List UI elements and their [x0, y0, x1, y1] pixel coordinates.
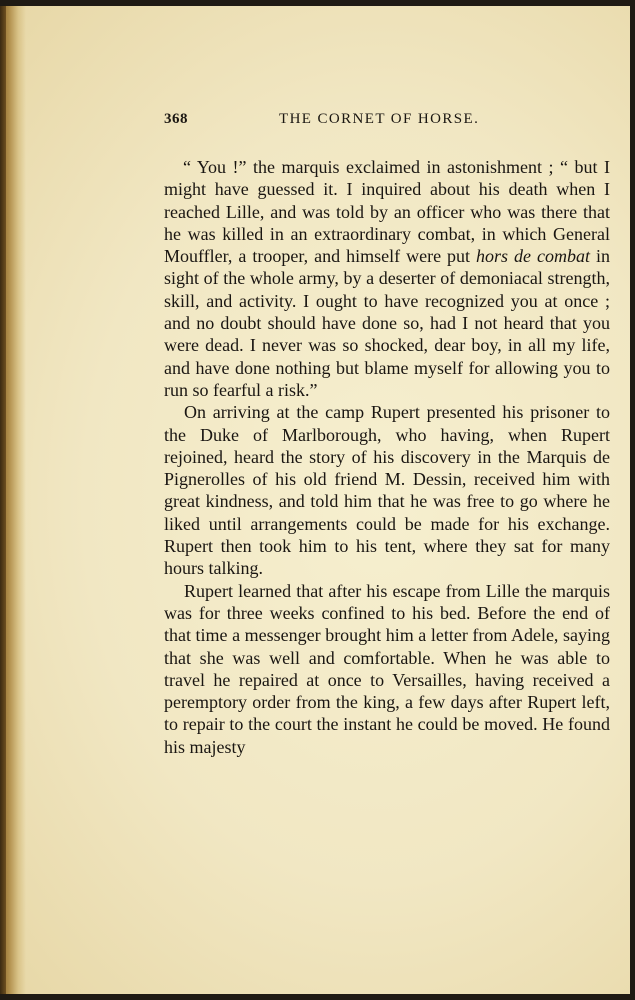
paragraph-1-part-3: in sight of the whole army, by a deserter of demoniacal strength, skill, and activity. I ought to have recognized you at once ; and no doubt should have done so, had I not heard that you were dead. I never was so shocked, dear boy, in all my life, and have done nothing but blame myself for allowing you to run so fearful a risk.” [164, 246, 610, 400]
paragraph-3-text: Rupert learned that after his escape from Lille the marquis was for three weeks confined to his bed. Before the end of that time a messenger brought him a letter from Adele, saying that she was well and comfortable. When he was able to travel he repaired at once to Versailles, having received a peremptory order from the king, a few days after Rupert left, to repair to the court the instant he could be moved. He found his majesty [164, 580, 610, 757]
italic-phrase: hors de combat [476, 246, 590, 267]
paragraph-1 [164, 156, 610, 401]
paragraph-3 [164, 580, 610, 758]
running-head: THE CORNET OF HORSE. [279, 111, 480, 127]
paragraph-2 [164, 401, 610, 579]
page-number: 368 [164, 111, 188, 127]
binding-edge [0, 6, 6, 994]
book-page [0, 6, 630, 994]
paragraph-2-text: On arriving at the camp Rupert presented his prisoner to the Duke of Marlborough, who having, when Rupert rejoined, heard the story of his discovery in the Marquis de Pignerolles of his old friend M. Dessin, received him with great kindness, and told him that he was free to go where he liked until arrangements could be made for his exchange. Rupert then took him to his tent, where they sat for many hours talking. [164, 402, 610, 579]
paragraph-1-part-1: “ You !” the marquis exclaimed in astonishment ; “ but I might have guessed it. I inquired about his death when I reached Lille, and was told by an officer who was there that he was killed in an extraordinary combat, in which General Mouffler, a trooper, and himself were put [164, 157, 610, 267]
body-text [164, 156, 610, 758]
